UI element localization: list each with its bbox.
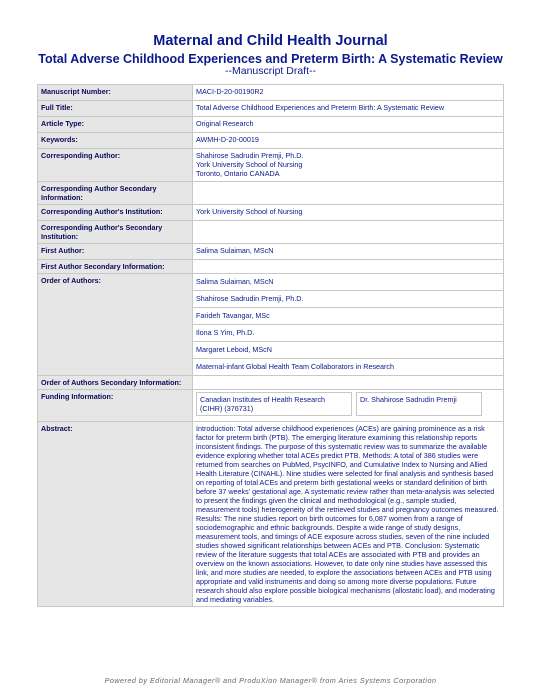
field-label: Corresponding Author Secondary Information: — [38, 182, 193, 205]
footer-text: Powered by Editorial Manager® and ProduXion Manager® from Aries Systems Corporation — [104, 676, 437, 685]
field-value — [193, 260, 504, 274]
table-row — [38, 117, 504, 133]
field-label: Order of Authors: — [38, 274, 193, 376]
manuscript-title: Total Adverse Childhood Experiences and Preterm Birth: A Systematic Review — [38, 52, 503, 66]
funding-info — [193, 390, 504, 422]
author-entry: Farideh Tavangar, MSc — [193, 308, 503, 325]
field-label: Corresponding Author: — [38, 149, 193, 182]
field-label: Corresponding Author's Institution: — [38, 205, 193, 221]
field-label: First Author Secondary Information: — [38, 260, 193, 274]
author-affiliation: York University School of Nursing — [196, 160, 303, 169]
table-row — [38, 274, 504, 376]
field-value — [193, 182, 504, 205]
field-label: Funding Information: — [38, 390, 193, 422]
table-row — [38, 244, 504, 260]
author-location: Toronto, Ontario CANADA — [196, 169, 280, 178]
manuscript-metadata-table — [37, 84, 504, 607]
abstract-text: Introduction: Total adverse childhood experiences (ACEs) are gaining prominence as a risk factor for preterm birth (PTB). The emerging literature examining this relationship reports inconsistent findings. The purpose of this systematic review was to summarize the available evidence exploring whether total ACEs predict PTB. Methods: A total of 386 studies were returned from searches on PubMed, PsycINFO, and Cumulative Index to Nursing and Allied Health Literature (CINAHL). Nine studies were selected for final analysis and synthesis based on reporting of total ACEs and preterm birth gestational weeks or standard definition of birth before 37 weeks' gestational age. A systematic review rather than meta-analysis was selected to present the findings given the clinical and methodological (e.g., sample studied, measurement tools) heterogeneity of the retrieved studies and pregnancy outcomes measured. Results: The nine studies report on birth outcomes for 6,087 women from a range of sociodemographic and ethnic backgrounds. Despite a wide range of study designs, measurement tools, and timings of ACE exposure across studies, seven of the nine included studies showed significant relationships between ACEs and PTB. Conclusion: Systematic review of the literature suggests that total ACEs are associated with PTB and provides an overview on the known associations. However, to date only nine studies have assessed this link, and more studies are needed, to explore the associations between ACEs and PTB using appropriate and valid instruments and doing so among more diverse populations. Future research should also explore possible biological mechanisms (allostatic load), and moderating and mediating variables. — [193, 422, 504, 607]
journal-title: Maternal and Child Health Journal — [153, 33, 388, 49]
field-value: Original Research — [193, 117, 504, 133]
author-entry: Shahirose Sadrudin Premji, Ph.D. — [193, 291, 503, 308]
field-label: First Author: — [38, 244, 193, 260]
draft-label: --Manuscript Draft-- — [224, 65, 316, 77]
author-name: Shahirose Sadrudin Premji, Ph.D. — [196, 151, 304, 160]
table-row — [38, 101, 504, 117]
field-label: Keywords: — [38, 133, 193, 149]
author-entry: Ilona S Yim, Ph.D. — [193, 325, 503, 342]
table-row — [38, 260, 504, 274]
field-value: Salima Sulaiman, MScN — [193, 244, 504, 260]
table-row — [38, 182, 504, 205]
funder-name: Canadian Institutes of Health Research (CIHR) (376731) — [196, 392, 352, 416]
field-label: Full Title: — [38, 101, 193, 117]
field-label: Corresponding Author's Secondary Institution: — [38, 221, 193, 244]
author-entry: Margaret Leboid, MScN — [193, 342, 503, 359]
field-label: Order of Authors Secondary Information: — [38, 376, 193, 390]
field-label: Article Type: — [38, 117, 193, 133]
author-entry: Salima Sulaiman, MScN — [193, 274, 503, 291]
field-value: AWMH-D-20-00019 — [193, 133, 504, 149]
table-row — [38, 422, 504, 607]
table-row — [38, 390, 504, 422]
field-value: York University School of Nursing — [193, 205, 504, 221]
field-value: MACI-D-20-00190R2 — [193, 85, 504, 101]
authors-list — [193, 274, 504, 376]
table-row — [38, 205, 504, 221]
field-value — [193, 149, 504, 182]
table-row — [38, 376, 504, 390]
table-row — [38, 133, 504, 149]
field-value — [193, 376, 504, 390]
funding-recipient: Dr. Shahirose Sadrudin Premji — [356, 392, 482, 416]
field-label: Manuscript Number: — [38, 85, 193, 101]
table-row — [38, 149, 504, 182]
field-value: Total Adverse Childhood Experiences and Preterm Birth: A Systematic Review — [193, 101, 504, 117]
table-row — [38, 221, 504, 244]
author-entry: Maternal-infant Global Health Team Collaborators in Research — [196, 362, 395, 371]
field-label: Abstract: — [38, 422, 193, 607]
field-value — [193, 221, 504, 244]
table-row — [38, 85, 504, 101]
